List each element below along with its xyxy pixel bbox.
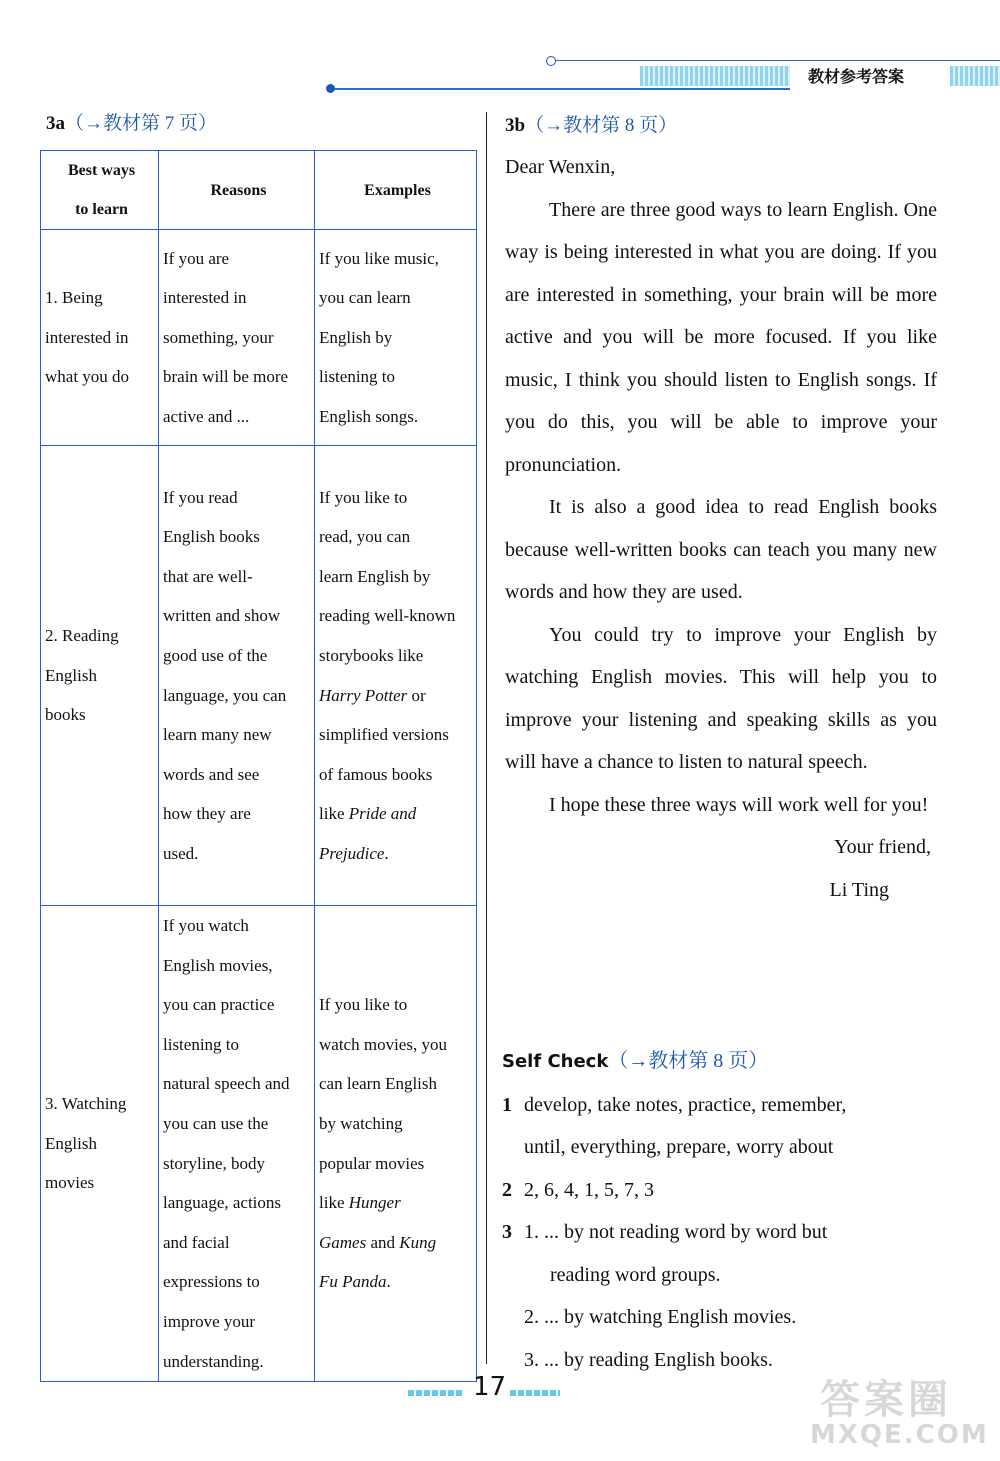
- example-cell: If you like music, you can learn English by listening to English songs.: [315, 230, 477, 446]
- self-check-title: Self Check: [502, 1051, 609, 1072]
- self-check-heading: [502, 1040, 938, 1084]
- self-check-item: 1 develop, take notes, practice, remember,: [502, 1093, 847, 1116]
- header-band: [640, 66, 790, 86]
- watermark-logo: 答案圈: [820, 1377, 952, 1423]
- header-reasons: Reasons: [159, 151, 315, 230]
- self-check-subitem: 3. ... by reading English books.: [524, 1348, 773, 1371]
- movie-title: Hunger Games: [319, 1193, 401, 1252]
- self-check-subitem: 2. ... by watching English movies.: [524, 1306, 797, 1328]
- reason-cell: If you are interested in something, your brain will be more active and ...: [159, 230, 315, 446]
- self-check-item-continued: until, everything, prepare, worry about: [524, 1136, 834, 1158]
- self-check-item: 2 2, 6, 4, 1, 5, 7, 3: [502, 1178, 654, 1201]
- table-row: [41, 446, 477, 906]
- section-3a-label: 3a: [46, 113, 65, 134]
- book-title: Harry Potter: [319, 685, 408, 705]
- self-check-ref: （→教材第 8 页）: [608, 1050, 769, 1072]
- letter-greeting: Dear Wenxin,: [505, 156, 616, 178]
- book-title: Pride and Prejudice: [319, 804, 417, 863]
- header-band-right: [950, 66, 1000, 86]
- page-number: 17: [473, 1372, 507, 1402]
- letter-paragraph: There are three good ways to learn English. One way is being interested in what you are doing. If you are interested in something, your brain will be more active and you will be more focused. If you like music, I think you should listen to English songs. If you do this, you will be able to improve your pronunciation.: [505, 198, 937, 476]
- letter-paragraph: You could try to improve your English by watching English movies. This will help you to improve your listening and speaking skills as you will have a chance to listen to natural speech.: [505, 623, 937, 773]
- letter-paragraph: It is also a good idea to read English books because well-written books can teach you many new words and how they are used.: [505, 496, 937, 603]
- movie-title: Kung Fu Panda: [319, 1232, 437, 1292]
- way-cell: 1. Being interested in what you do: [41, 230, 159, 446]
- self-check: [502, 1040, 938, 1381]
- letter-signature: Li Ting: [829, 878, 889, 901]
- self-check-item-continued: reading word groups.: [550, 1263, 721, 1286]
- letter-paragraph: I hope these three ways will work well for you!: [549, 793, 929, 816]
- table-row: [41, 906, 477, 1382]
- reason-cell: If you read English books that are well- written and show good use of the language, you can learn many new words and see how they are used.: [159, 446, 315, 906]
- section-3b-ref: （→教材第 8 页）: [525, 115, 678, 136]
- section-3a-heading: [46, 108, 217, 135]
- way-cell: 2. Reading English books: [41, 446, 159, 906]
- page-number-decoration-right: [510, 1390, 560, 1396]
- header-top-line: [555, 60, 1000, 61]
- self-check-item: 3 1. ... by not reading word by word but: [502, 1221, 828, 1243]
- header-line: [330, 88, 790, 90]
- header-dot: [326, 84, 335, 93]
- way-cell: 3. Watching English movies: [41, 906, 159, 1382]
- page-number-decoration-left: [408, 1390, 464, 1396]
- letter-closing: Your friend,: [834, 836, 931, 858]
- section-3b-label: 3b: [505, 115, 526, 136]
- table-header-row: [41, 151, 477, 230]
- watermark-url: MXQE.COM: [810, 1420, 989, 1450]
- reason-cell: If you watch English movies, you can practice listening to natural speech and you can use the storyline, body language, actions and facial expressions to improve your understanding.: [159, 906, 315, 1382]
- header-best-ways: Best ways to learn: [41, 151, 159, 230]
- section-3a-ref: （→教材第 7 页）: [65, 113, 218, 134]
- learning-ways-table: [40, 150, 477, 1382]
- example-cell: If you like to watch movies, you can learn English by watching popular movies like Hunger Games and Kung Fu Panda.: [315, 906, 477, 1382]
- watermark: [810, 1368, 990, 1458]
- letter: [505, 146, 937, 911]
- section-3b-heading: [505, 110, 677, 137]
- header-title: 教材参考答案: [808, 67, 905, 86]
- column-divider: [486, 112, 487, 1364]
- header-examples: Examples: [315, 151, 477, 230]
- table-row: [41, 230, 477, 446]
- header-dot-top: [546, 56, 556, 66]
- example-cell: If you like to read, you can learn English by reading well-known storybooks like Harry Potter or simplified versions of famous books like Pride and Prejudice.: [315, 446, 477, 906]
